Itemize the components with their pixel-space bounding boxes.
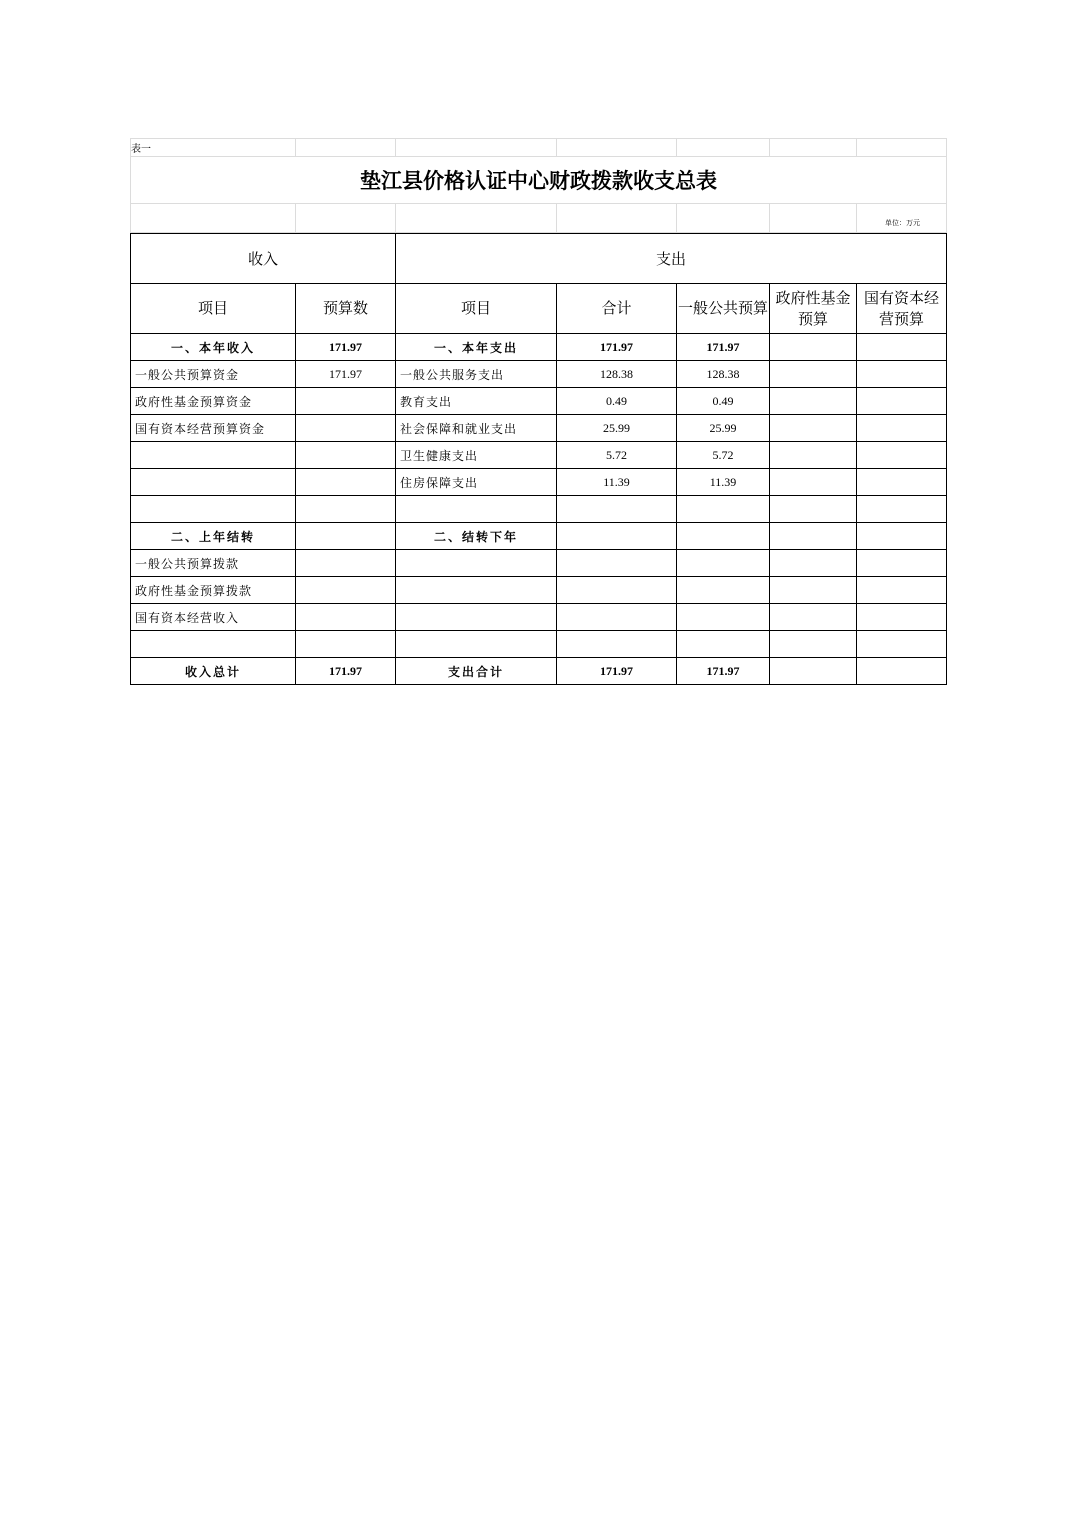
expense-gov-fund (770, 415, 857, 442)
expense-general (677, 550, 770, 577)
income-amount: 171.97 (296, 361, 396, 388)
expense-state-capital (857, 658, 947, 685)
expense-state-capital (857, 631, 947, 658)
income-item (131, 469, 296, 496)
expense-state-capital (857, 577, 947, 604)
expense-item: 支出合计 (396, 658, 557, 685)
expense-general: 0.49 (677, 388, 770, 415)
income-item: 收入总计 (131, 658, 296, 685)
expense-item (396, 496, 557, 523)
table-tag: 表一 (131, 139, 296, 157)
expense-general: 128.38 (677, 361, 770, 388)
income-item: 二、上年结转 (131, 523, 296, 550)
expense-general: 171.97 (677, 658, 770, 685)
income-amount (296, 577, 396, 604)
table-row (131, 604, 947, 631)
table-row (131, 469, 947, 496)
income-item: 一般公共预算资金 (131, 361, 296, 388)
income-amount (296, 388, 396, 415)
expense-item: 一、本年支出 (396, 334, 557, 361)
income-amount: 171.97 (296, 334, 396, 361)
table-row (131, 658, 947, 685)
expense-general: 25.99 (677, 415, 770, 442)
expense-total (557, 577, 677, 604)
income-budget-header: 预算数 (296, 284, 396, 334)
finance-sheet (130, 138, 946, 685)
income-amount (296, 442, 396, 469)
expense-item (396, 631, 557, 658)
expense-general: 5.72 (677, 442, 770, 469)
state-capital-header: 国有资本经营预算 (857, 284, 947, 334)
unit-label: 单位：万元 (857, 204, 947, 233)
expense-gov-fund (770, 469, 857, 496)
table-row (131, 442, 947, 469)
income-amount: 171.97 (296, 658, 396, 685)
income-amount (296, 604, 396, 631)
expense-total (557, 496, 677, 523)
table-row (131, 415, 947, 442)
expense-general (677, 604, 770, 631)
expense-state-capital (857, 334, 947, 361)
expense-item (396, 604, 557, 631)
expense-gov-fund (770, 442, 857, 469)
table-row (131, 496, 947, 523)
income-amount (296, 469, 396, 496)
income-item (131, 496, 296, 523)
sheet-header (130, 138, 947, 233)
expense-total: 171.97 (557, 334, 677, 361)
table-row (131, 334, 947, 361)
expense-general (677, 577, 770, 604)
table-row (131, 388, 947, 415)
expense-total (557, 631, 677, 658)
expense-gov-fund (770, 523, 857, 550)
expense-gov-fund (770, 631, 857, 658)
income-item (131, 442, 296, 469)
table-row (131, 550, 947, 577)
income-amount (296, 415, 396, 442)
expense-item: 教育支出 (396, 388, 557, 415)
expense-gov-fund (770, 658, 857, 685)
expense-general (677, 496, 770, 523)
table-row (131, 631, 947, 658)
income-item: 国有资本经营预算资金 (131, 415, 296, 442)
expense-total: 128.38 (557, 361, 677, 388)
expense-state-capital (857, 388, 947, 415)
expense-state-capital (857, 604, 947, 631)
income-item: 一、本年收入 (131, 334, 296, 361)
expense-state-capital (857, 523, 947, 550)
expense-gov-fund (770, 577, 857, 604)
expense-item: 一般公共服务支出 (396, 361, 557, 388)
income-amount (296, 631, 396, 658)
expense-item: 二、结转下年 (396, 523, 557, 550)
table-row (131, 361, 947, 388)
expense-item: 社会保障和就业支出 (396, 415, 557, 442)
expense-state-capital (857, 442, 947, 469)
expense-total: 5.72 (557, 442, 677, 469)
expense-total: 0.49 (557, 388, 677, 415)
expense-state-capital (857, 550, 947, 577)
expense-state-capital (857, 496, 947, 523)
expense-general: 11.39 (677, 469, 770, 496)
expense-state-capital (857, 361, 947, 388)
expense-header: 支出 (396, 234, 947, 284)
expense-state-capital (857, 469, 947, 496)
table-row (131, 577, 947, 604)
expense-gov-fund (770, 550, 857, 577)
income-amount (296, 496, 396, 523)
expense-gov-fund (770, 334, 857, 361)
table-row (131, 523, 947, 550)
budget-table (130, 233, 947, 685)
income-item: 政府性基金预算资金 (131, 388, 296, 415)
expense-item: 卫生健康支出 (396, 442, 557, 469)
expense-total (557, 523, 677, 550)
expense-item-header: 项目 (396, 284, 557, 334)
expense-gov-fund (770, 361, 857, 388)
income-item: 国有资本经营收入 (131, 604, 296, 631)
document-title: 垫江县价格认证中心财政拨款收支总表 (131, 157, 947, 204)
expense-item: 住房保障支出 (396, 469, 557, 496)
income-item: 政府性基金预算拨款 (131, 577, 296, 604)
income-item: 一般公共预算拨款 (131, 550, 296, 577)
general-budget-header: 一般公共预算 (677, 284, 770, 334)
expense-general (677, 631, 770, 658)
gov-fund-header: 政府性基金预算 (770, 284, 857, 334)
expense-total: 11.39 (557, 469, 677, 496)
income-amount (296, 550, 396, 577)
expense-total: 25.99 (557, 415, 677, 442)
expense-total (557, 604, 677, 631)
total-header: 合计 (557, 284, 677, 334)
expense-gov-fund (770, 604, 857, 631)
income-item (131, 631, 296, 658)
expense-item (396, 550, 557, 577)
expense-general: 171.97 (677, 334, 770, 361)
expense-general (677, 523, 770, 550)
expense-total (557, 550, 677, 577)
expense-total: 171.97 (557, 658, 677, 685)
expense-gov-fund (770, 388, 857, 415)
expense-state-capital (857, 415, 947, 442)
expense-item (396, 577, 557, 604)
income-amount (296, 523, 396, 550)
income-item-header: 项目 (131, 284, 296, 334)
income-header: 收入 (131, 234, 396, 284)
expense-gov-fund (770, 496, 857, 523)
